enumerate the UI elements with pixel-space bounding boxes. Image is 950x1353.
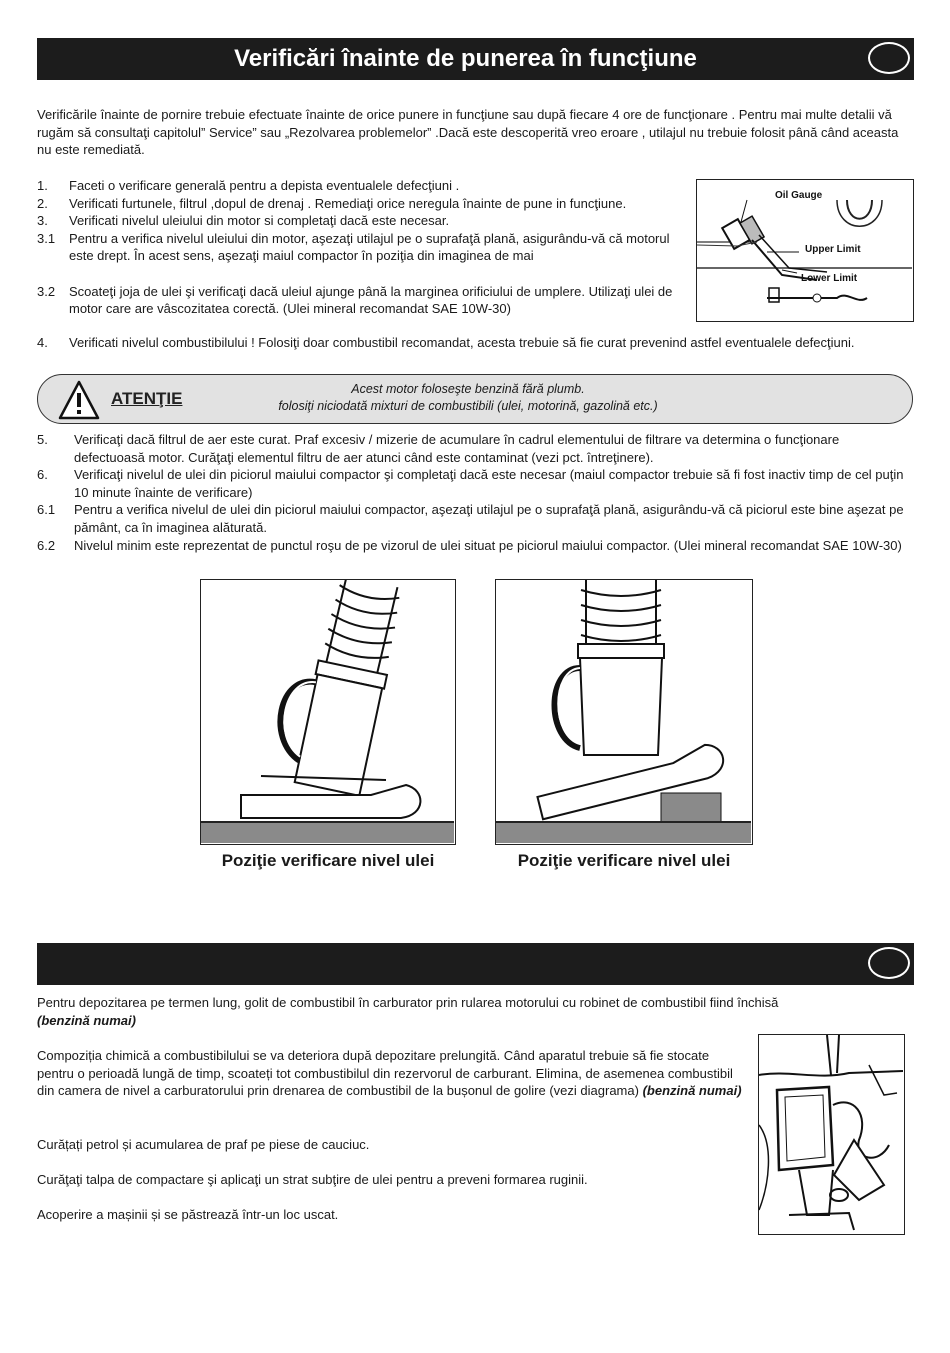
figure-caption: Poziţie verificare nivel ulei bbox=[221, 851, 435, 870]
steps-list-b bbox=[37, 431, 913, 554]
list-item: 3.1 Pentru a verifica nivelul uleiului din motor, aşezaţi utilajul pe o suprafaţă plană, asigurându-vă că motorul este drept. În acest sens, aşezaţi maiul compactor în poziţia din imaginea de mai bbox=[37, 230, 670, 264]
warning-icon bbox=[58, 380, 100, 420]
storage-paragraph: Pentru depozitarea pe termen lung, golit de combustibil în carburator prin rularea motorului cu robinet de combustibil fiind închisă (benzină numai) bbox=[37, 995, 779, 1028]
list-item: 3.2 Scoateţi joja de ulei şi verificaţi dacă uleiul ajunge până la marginea orificiului de umplere. Utilizaţi ulei de motor care are vâscozitatea corectă. (Ulei mineral recomandat SAE 10W-30) bbox=[37, 283, 673, 317]
lower-limit-label: Lower Limit bbox=[801, 273, 858, 284]
list-item: 4. Verificati nivelul combustibilului ! Folosiţi doar combustibil recomandat, acesta trebuie să fie curat prevenind astfel eventualele defecţiuni. bbox=[37, 335, 855, 350]
intro-paragraph: Verificările înainte de pornire trebuie efectuate înainte de orice punere in funcţiune sau după fiecare 4 ore de funcţionare . Pentru mai multe detalii vă rugăm să consultaţi capitolul” Service” sau „Rezolvarea problemelor” .Dacă este descoperită vreo eroare , utilajul nu trebuie folosit până când aceasta nu este remediată. bbox=[37, 107, 899, 158]
list-item: 6.2 Nivelul minim este reprezentat de punctul roşu de pe vizorul de ulei situat pe piciorul maiului compactor. (Ulei mineral recomandat SAE 10W-30) bbox=[37, 537, 902, 553]
section-title: Verificări înainte de punerea în funcţiune bbox=[234, 45, 697, 72]
oil-gauge-figure bbox=[696, 179, 914, 322]
figure-caption: Poziţie verificare nivel ulei bbox=[517, 851, 731, 870]
upper-limit-label: Upper Limit bbox=[805, 244, 861, 255]
compactor-figure-raised bbox=[495, 579, 753, 845]
warning-label: ATENŢIE bbox=[111, 389, 183, 408]
warning-box bbox=[37, 374, 913, 424]
list-item: 5. Verificaţi dacă filtrul de aer este curat. Praf excesiv / mizerie de acumulare în cadrul elementului de filtrare va determina o funcţionare defectuoasă motor. Curăţaţi elementul filtru de aer atunci când este contaminat (vezi pct. întreţinere). bbox=[37, 432, 840, 465]
oil-gauge-label: Oil Gauge bbox=[775, 190, 823, 201]
list-item: 1. Faceti o verificare generală pentru a depista eventualele defecţiuni . bbox=[37, 178, 460, 193]
language-badge bbox=[868, 42, 910, 74]
storage-paragraph: Compoziția chimică a combustibilului se va deteriora după depozitare prelungită. Când aparatul trebuie să fie stocate pentru o perioadă lungă de timp, scoateți tot combustibilul din rezervorul de carburant. Elimina, de asemenea combustibil din camera de nivel a carburatorului prin drenarea de combustibil de la bușonul de golire (vezi diagrama) (benzină numai) bbox=[37, 1048, 742, 1099]
section-header bbox=[37, 943, 914, 985]
storage-paragraph: Curățați petrol și acumularea de praf pe piese de cauciuc. bbox=[37, 1137, 370, 1152]
list-item: 6. Verificaţi nivelul de ulei din piciorul maiului compactor şi completaţi dacă este necesar (maiul compactor trebuie să fi fost inactiv timp de cel puţin 10 minute înainte de verificare) bbox=[37, 467, 904, 500]
carburetor-drain-figure bbox=[758, 1034, 905, 1235]
language-badge bbox=[868, 947, 910, 979]
steps-list-4 bbox=[37, 334, 907, 352]
storage-paragraph: Curăţaţi talpa de compactare şi aplicaţi un strat subţire de ulei pentru a preveni formarea ruginii. bbox=[37, 1172, 588, 1187]
list-item: 3. Verificati nivelul uleiului din motor si completaţi dacă este necesar. bbox=[37, 213, 450, 229]
steps-list-a bbox=[37, 177, 682, 318]
list-item: 6.1 Pentru a verifica nivelul de ulei din piciorul maiului compactor, aşezaţi utilajul pe o suprafaţă plană, asigurându-vă că piciorul este bine aşezat pe pământ, ca în imaginea alăturată. bbox=[37, 502, 904, 535]
section-header bbox=[37, 38, 914, 80]
warning-message: Acest motor foloseşte benzină fără plumb. folosiţi niciodată mixturi de combustibili (ulei, motorină, gazolină etc.) bbox=[278, 382, 658, 413]
compactor-figure-level bbox=[200, 579, 456, 845]
storage-paragraph: Acoperire a mașinii și se păstrează într-un loc uscat. bbox=[37, 1207, 339, 1222]
list-item: 2. Verificati furtunele, filtrul ,dopul de drenaj . Remediaţi orice neregula înainte de pune in funcţiune. bbox=[37, 195, 627, 211]
